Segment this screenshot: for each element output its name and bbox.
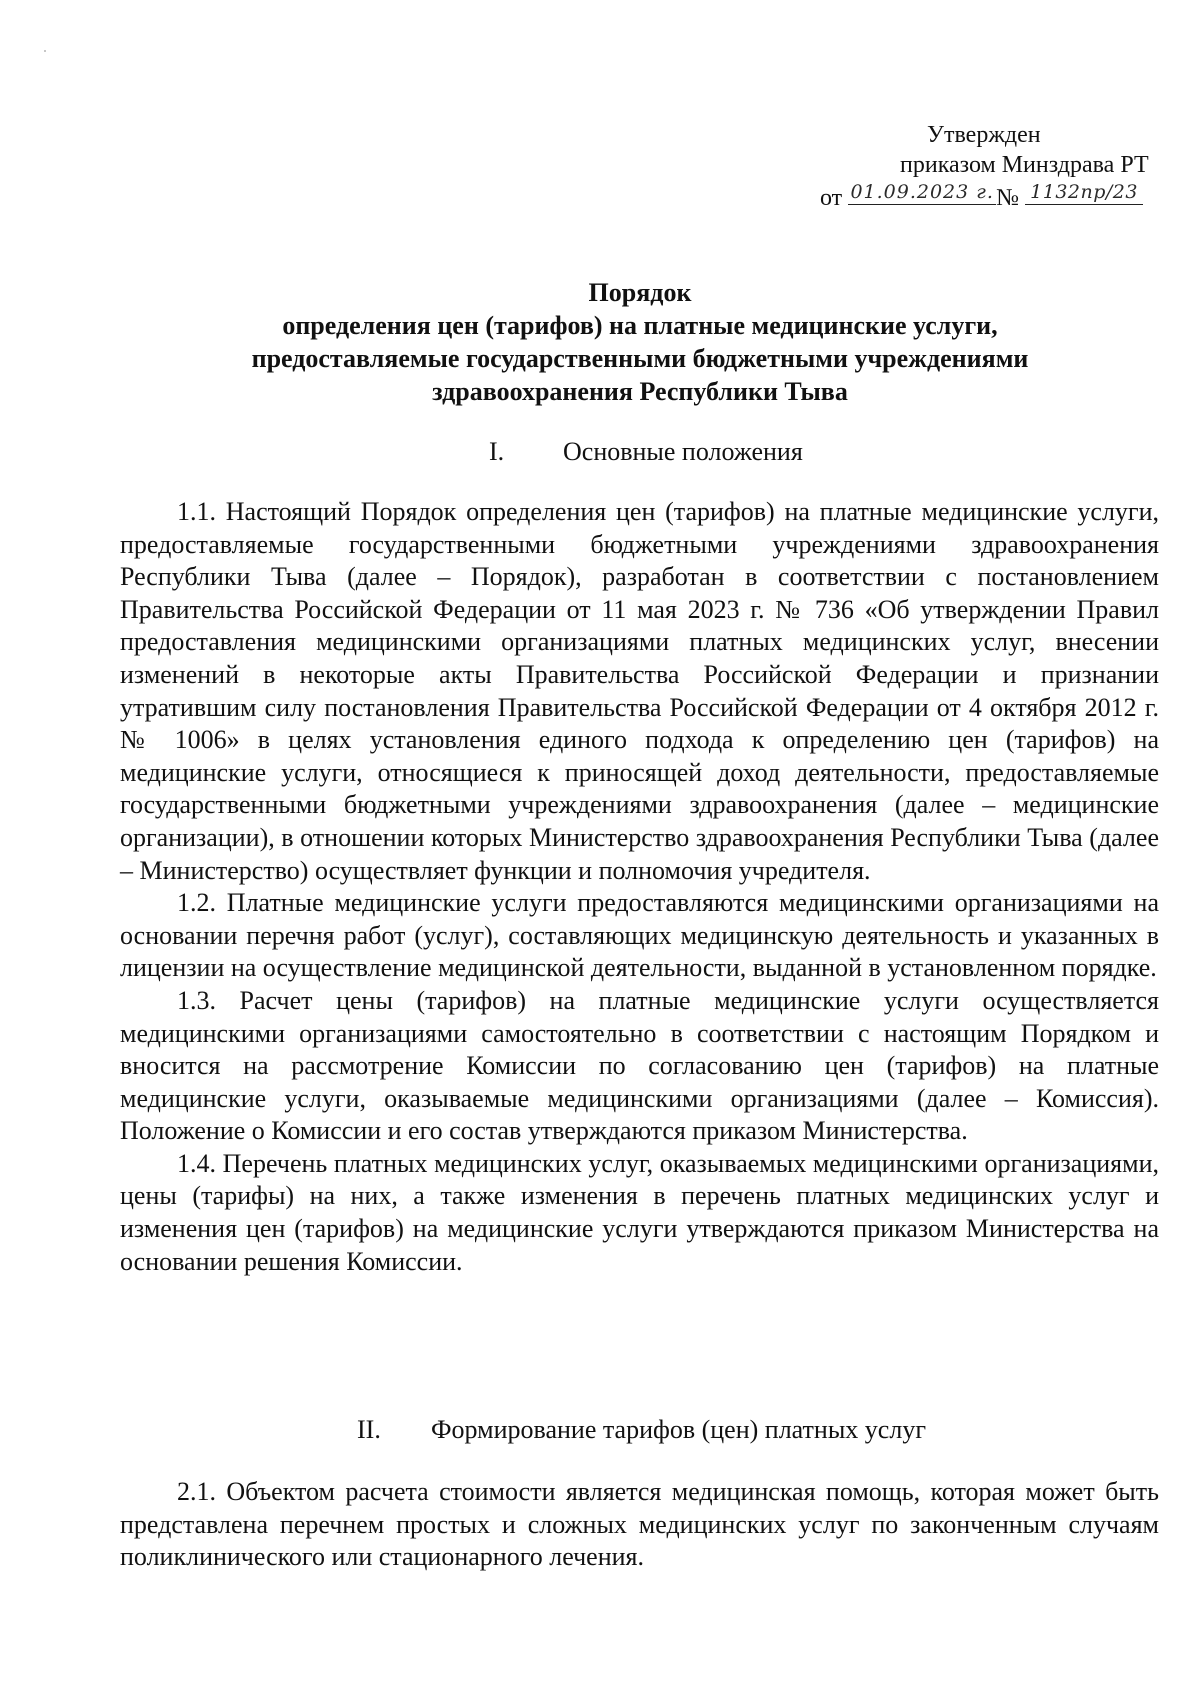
title-line-4: здравоохранения Республики Тыва	[432, 377, 848, 406]
approval-stamp	[820, 120, 1160, 213]
section-numeral: I.	[489, 437, 505, 466]
paragraph-1-1: 1.1. Настоящий Порядок определения цен (тарифов) на платные медицинские услуги, предоставляемые государственными бюджетными учреждениями здравоохранения Республики Тыва (далее – Порядок), разработан в соответствии с постановлением Правительства Российской Федерации от 11 мая 2023 г. № 736 «Об утверждении Правил предоставления медицинскими организациями платных медицинских услуг, внесении изменений в некоторые акты Правительства Российской Федерации и признании утратившим силу постановления Правительства Российской Федерации от 4 октября 2012 г. № 1006» в целях установления единого подхода к определению цен (тарифов) на медицинские услуги, относящиеся к приносящей доход деятельности, предоставляемые государственными бюджетными учреждениями здравоохранения (далее – медицинские организации), в отношении которых Министерство здравоохранения Республики Тыва (далее – Министерство) осуществляет функции и полномочия учредителя.	[120, 497, 1159, 885]
paragraph-2-1: 2.1. Объектом расчета стоимости является медицинская помощь, которая может быть представлена перечнем простых и сложных медицинских услуг по законченным случаям поликлинического или стационарного лечения.	[120, 1477, 1159, 1572]
approval-number-prefix: №	[996, 185, 1020, 211]
approval-line-date-number	[820, 180, 1160, 213]
title-line-2: определения цен (тарифов) на платные медицинские услуги,	[282, 311, 998, 340]
scan-speck	[44, 50, 46, 52]
section-2-body	[120, 1476, 1159, 1574]
paragraph-1-4: 1.4. Перечень платных медицинских услуг, оказываемых медицинскими организациями, цены (тарифы) на них, а также изменения в перечень платных медицинских услуг и изменения цен (тарифов) на медицинские услуги утверждаются приказом Министерства на основании решения Комиссии.	[120, 1148, 1159, 1276]
title-line-1: Порядок	[588, 278, 692, 307]
approval-date-prefix: от	[820, 185, 843, 211]
title-line-3: предоставляемые государственными бюджетными учреждениями	[251, 344, 1029, 373]
approval-line-order: приказом Минздрава РТ	[900, 152, 1149, 178]
section-title: Основные положения	[563, 437, 803, 466]
approval-date-handwritten: 01.09.2023 г.	[848, 180, 996, 205]
section-1-body	[120, 496, 1159, 1278]
section-numeral: II.	[357, 1415, 381, 1444]
document-title	[120, 276, 1160, 408]
section-title: Формирование тарифов (цен) платных услуг	[431, 1415, 926, 1444]
paragraph-1-2: 1.2. Платные медицинские услуги предоставляются медицинскими организациями на основании перечня работ (услуг), составляющих медицинскую деятельность и указанных в лицензии на осуществление медицинской деятельности, выданной в установленном порядке.	[120, 888, 1159, 983]
approval-number-handwritten: 1132пр/23	[1025, 180, 1143, 205]
approval-line-approved: Утвержден	[927, 122, 1041, 148]
paragraph-1-3: 1.3. Расчет цены (тарифов) на платные медицинские услуги осуществляется медицинскими организациями самостоятельно в соответствии с настоящим Порядком и вносится на рассмотрение Комиссии по согласованию цен (тарифов) на платные медицинские услуги, оказываемые медицинскими организациями (далее – Комиссия). Положение о Комиссии и его состав утверждаются приказом Министерства.	[120, 985, 1159, 1146]
